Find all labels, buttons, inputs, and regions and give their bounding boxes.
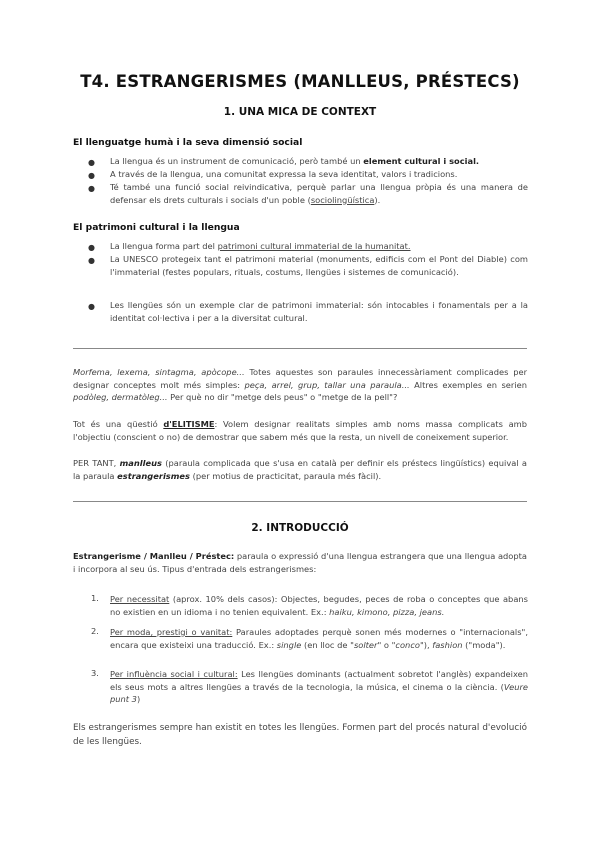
document-title: T4. ESTRANGERISMES (MANLLEUS, PRÉSTECS) bbox=[80, 72, 520, 91]
bullet-icon: ● bbox=[88, 302, 95, 311]
subsection-social-heading: El llenguatge humà i la seva dimensió social bbox=[73, 137, 303, 148]
bullet-icon: ● bbox=[88, 171, 95, 180]
box-paragraph: Morfema, lexema, sintagma, apòcope... Totes aquestes son paraules innecessàriament complicades per designar conceptes molt més simples: peça, arrel, grup, tallar una paraula... Altres exemples en serien podòleg, dermatòleg... Per què no dir "metge dels peus" o "metge de la pell"? bbox=[73, 367, 527, 403]
list-item: La llengua és un instrument de comunicació, però també un element cultural i social. bbox=[110, 156, 480, 166]
box-paragraph: Tot és una qüestió d'ELITISME: Volem designar realitats simples amb noms massa complicats amb l'objectiu (conscient o no) de demostrar que sabem més que la resta, un nivell de coneixement superior. bbox=[73, 419, 527, 442]
closing-paragraph: Els estrangerismes sempre han existit en totes les llengües. Formen part del procés natural d'evolució de les llengües. bbox=[73, 723, 527, 747]
bullet-icon: ● bbox=[88, 256, 95, 265]
list-item: Per moda, prestigi o vanitat: Paraules adoptades perquè sonen més modernes o "internacionals", encara que existeixi una traducció. Ex.: single (en lloc de "solter" o "conco"), fashion ("moda"). bbox=[110, 627, 528, 650]
divider bbox=[73, 501, 527, 502]
section-2-heading: 2. INTRODUCCIÓ bbox=[251, 522, 349, 534]
list-item: A través de la llengua, una comunitat expressa la seva identitat, valors i tradicions. bbox=[110, 169, 458, 179]
list-item: Per necessitat (aprox. 10% dels casos): Objectes, begudes, peces de roba o conceptes que abans no existien en un idioma i no tenien equivalent. Ex.: haiku, kimono, pizza, jeans. bbox=[110, 594, 528, 617]
list-number: 1. bbox=[91, 593, 99, 603]
list-number: 2. bbox=[91, 626, 99, 636]
list-item: Té també una funció social reivindicativa, perquè parlar una llengua pròpia és una manera de defensar els drets culturals i socials d'un poble (sociolingüística). bbox=[110, 182, 528, 205]
list-item: La llengua forma part del patrimoni cultural immaterial de la humanitat. bbox=[110, 241, 411, 251]
subsection-heritage-heading: El patrimoni cultural i la llengua bbox=[73, 222, 240, 233]
bullet-icon: ● bbox=[88, 158, 95, 167]
bullet-icon: ● bbox=[88, 184, 95, 193]
bullet-icon: ● bbox=[88, 243, 95, 252]
section-1-heading: 1. UNA MICA DE CONTEXT bbox=[223, 106, 377, 118]
list-item: La UNESCO protegeix tant el patrimoni material (monuments, edificis com el Pont del Diable) com l'immaterial (festes populars, rituals, costums, llengües i sistemes de comunicació). bbox=[110, 254, 528, 277]
definition-paragraph: Estrangerisme / Manlleu / Préstec: paraula o expressió d'una llengua estrangera que una llengua adopta i incorpora al seu ús. Tipus d'entrada dels estrangerismes: bbox=[73, 551, 527, 574]
list-item: Les llengües són un exemple clar de patrimoni immaterial: són intocables i fonamentals per a la identitat col·lectiva i per a la diversitat cultural. bbox=[110, 300, 528, 323]
list-number: 3. bbox=[91, 668, 99, 678]
list-item: Per influència social i cultural: Les llengües dominants (actualment sobretot l'anglès) expandeixen els seus mots a altres llengües a través de la tecnologia, la música, el cinema o la ciència. (Veure punt 3) bbox=[110, 669, 528, 705]
box-paragraph: PER TANT, manlleus (paraula complicada que s'usa en català per definir els préstecs lingüístics) equival a la paraula estrangerismes (per motius de practicitat, paraula més fàcil). bbox=[73, 458, 528, 481]
divider bbox=[73, 348, 527, 349]
